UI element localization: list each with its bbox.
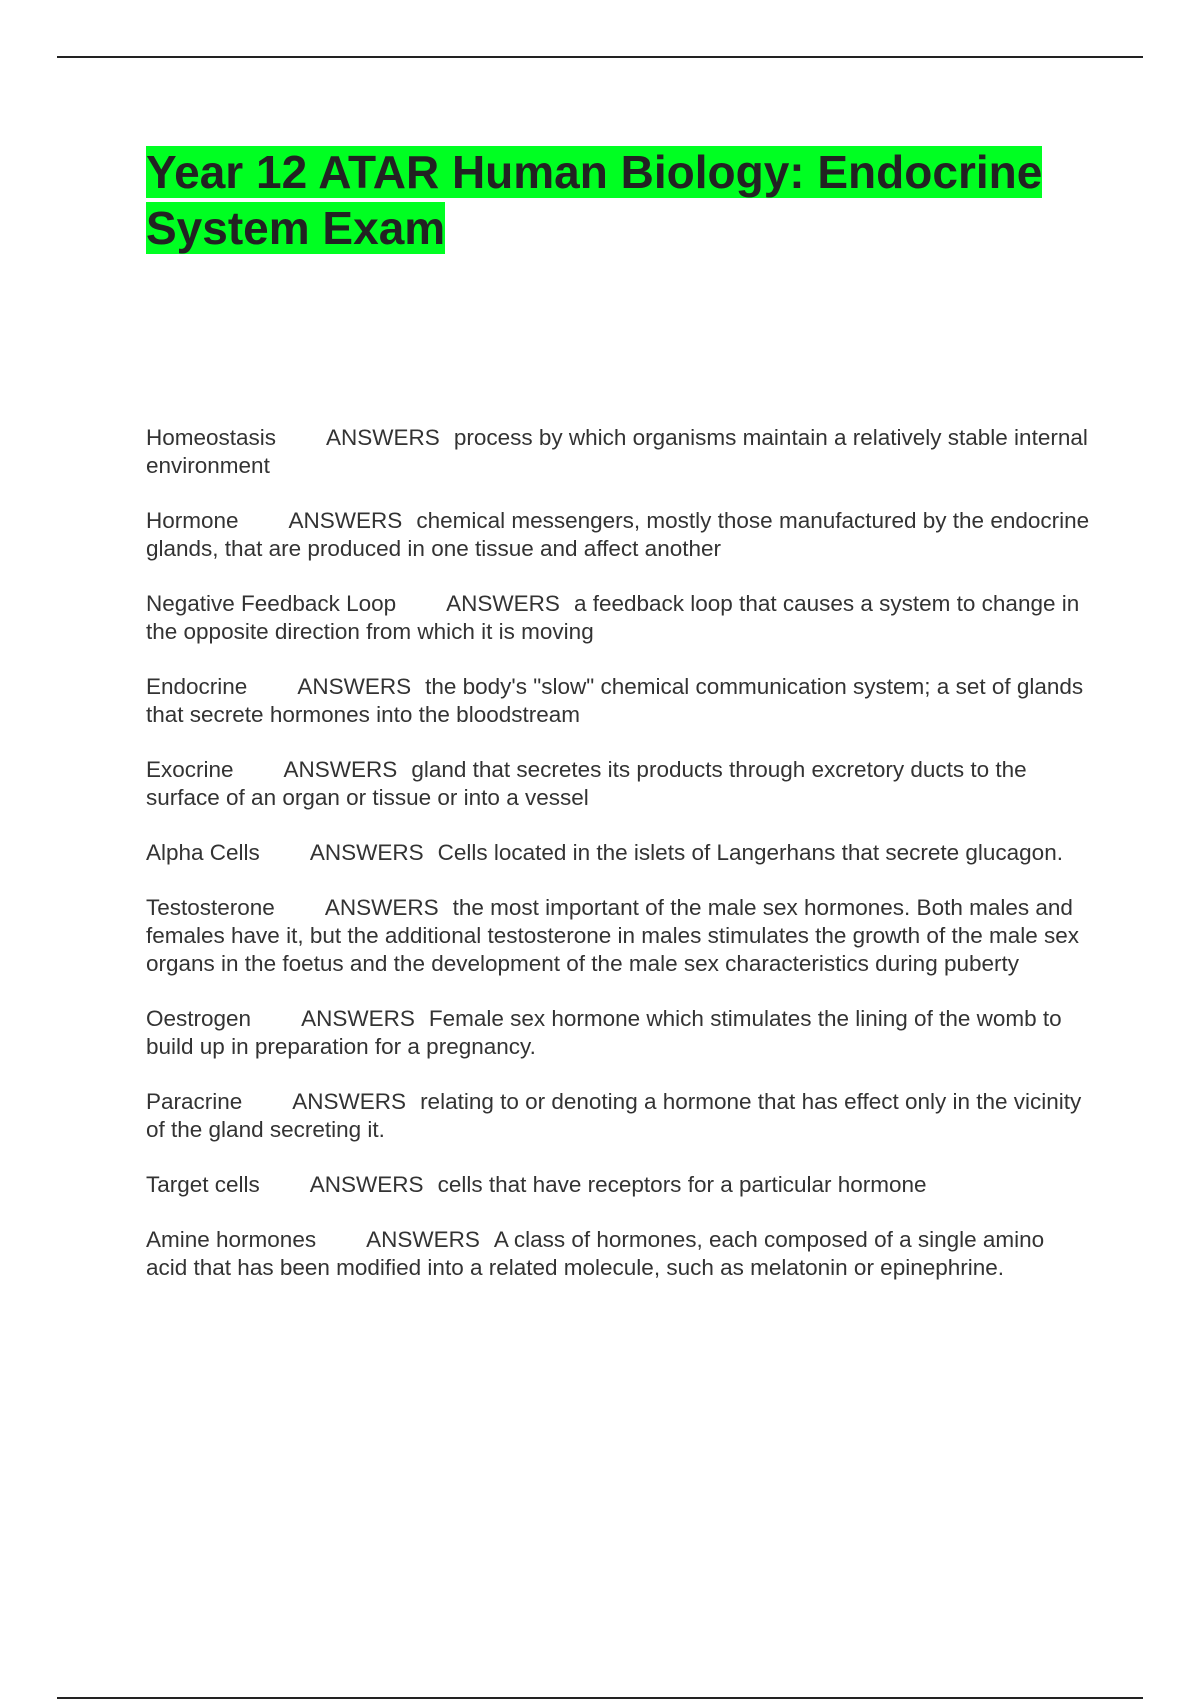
entry-marker: ANSWERS xyxy=(446,591,560,616)
entry-definition: a feedback loop that causes a system to change in the opposite direction from which it is moving xyxy=(146,591,1080,644)
entry-term: Oestrogen xyxy=(146,1006,252,1031)
entry-marker: ANSWERS xyxy=(283,757,398,782)
entry-item xyxy=(146,673,1090,729)
title-highlight: Year 12 ATAR Human Biology: Endocrine System Exam xyxy=(146,146,1043,254)
entry-marker: ANSWERS xyxy=(297,674,412,699)
entry-marker: ANSWERS xyxy=(309,1172,424,1197)
entry-definition: process by which organisms maintain a relatively stable internal environment xyxy=(146,425,1088,478)
entry-item xyxy=(146,756,1090,812)
entry-marker: ANSWERS xyxy=(292,1089,407,1114)
entry-marker: ANSWERS xyxy=(324,895,439,920)
footer-rule xyxy=(57,1697,1143,1699)
entry-definition: Female sex hormone which stimulates the lining of the womb to build up in preparation for a pregnancy. xyxy=(146,1006,1062,1059)
entry-item xyxy=(146,839,1090,867)
entry-term: Homeostasis xyxy=(146,425,277,450)
entry-term: Hormone xyxy=(146,508,239,533)
entry-definition: relating to or denoting a hormone that has effect only in the vicinity of the gland secreting it. xyxy=(146,1089,1082,1142)
entry-item xyxy=(146,894,1090,978)
header-rule xyxy=(57,56,1143,58)
entry-definition: the most important of the male sex hormones. Both males and females have it, but the additional testosterone in males stimulates the growth of the male sex organs in the foetus and the development of the male sex characteristics during puberty xyxy=(146,895,1080,976)
entry-term: Testosterone xyxy=(146,895,275,920)
entry-item xyxy=(146,1088,1090,1144)
entry-marker: ANSWERS xyxy=(301,1006,415,1031)
entry-term: Endocrine xyxy=(146,674,248,699)
entry-item xyxy=(146,424,1090,480)
entry-term: Alpha Cells xyxy=(146,840,260,865)
entry-definition: Cells located in the islets of Langerhans that secrete glucagon. xyxy=(437,840,1063,865)
entry-item xyxy=(146,590,1090,646)
entry-list xyxy=(146,424,1090,1309)
entry-item xyxy=(146,1005,1090,1061)
entry-definition: gland that secretes its products through excretory ducts to the surface of an organ or tissue or into a vessel xyxy=(146,757,1027,810)
entry-marker: ANSWERS xyxy=(326,425,440,450)
entry-term: Exocrine xyxy=(146,757,234,782)
entry-definition: cells that have receptors for a particular hormone xyxy=(437,1172,927,1197)
entry-term: Amine hormones xyxy=(146,1227,317,1252)
entry-marker: ANSWERS xyxy=(288,508,403,533)
entry-definition: A class of hormones, each composed of a single amino acid that has been modified into a related molecule, such as melatonin or epinephrine. xyxy=(146,1227,1045,1280)
entry-definition: the body's "slow" chemical communication system; a set of glands that secrete hormones into the bloodstream xyxy=(146,674,1084,727)
entry-item xyxy=(146,1171,1090,1199)
entry-marker: ANSWERS xyxy=(366,1227,480,1252)
entry-term: Paracrine xyxy=(146,1089,243,1114)
entry-marker: ANSWERS xyxy=(309,840,424,865)
document-title xyxy=(146,144,1106,256)
entry-term: Negative Feedback Loop xyxy=(146,591,397,616)
entry-definition: chemical messengers, mostly those manufactured by the endocrine glands, that are produced in one tissue and affect another xyxy=(146,508,1090,561)
entry-item xyxy=(146,507,1090,563)
entry-term: Target cells xyxy=(146,1172,260,1197)
entry-item xyxy=(146,1226,1090,1282)
